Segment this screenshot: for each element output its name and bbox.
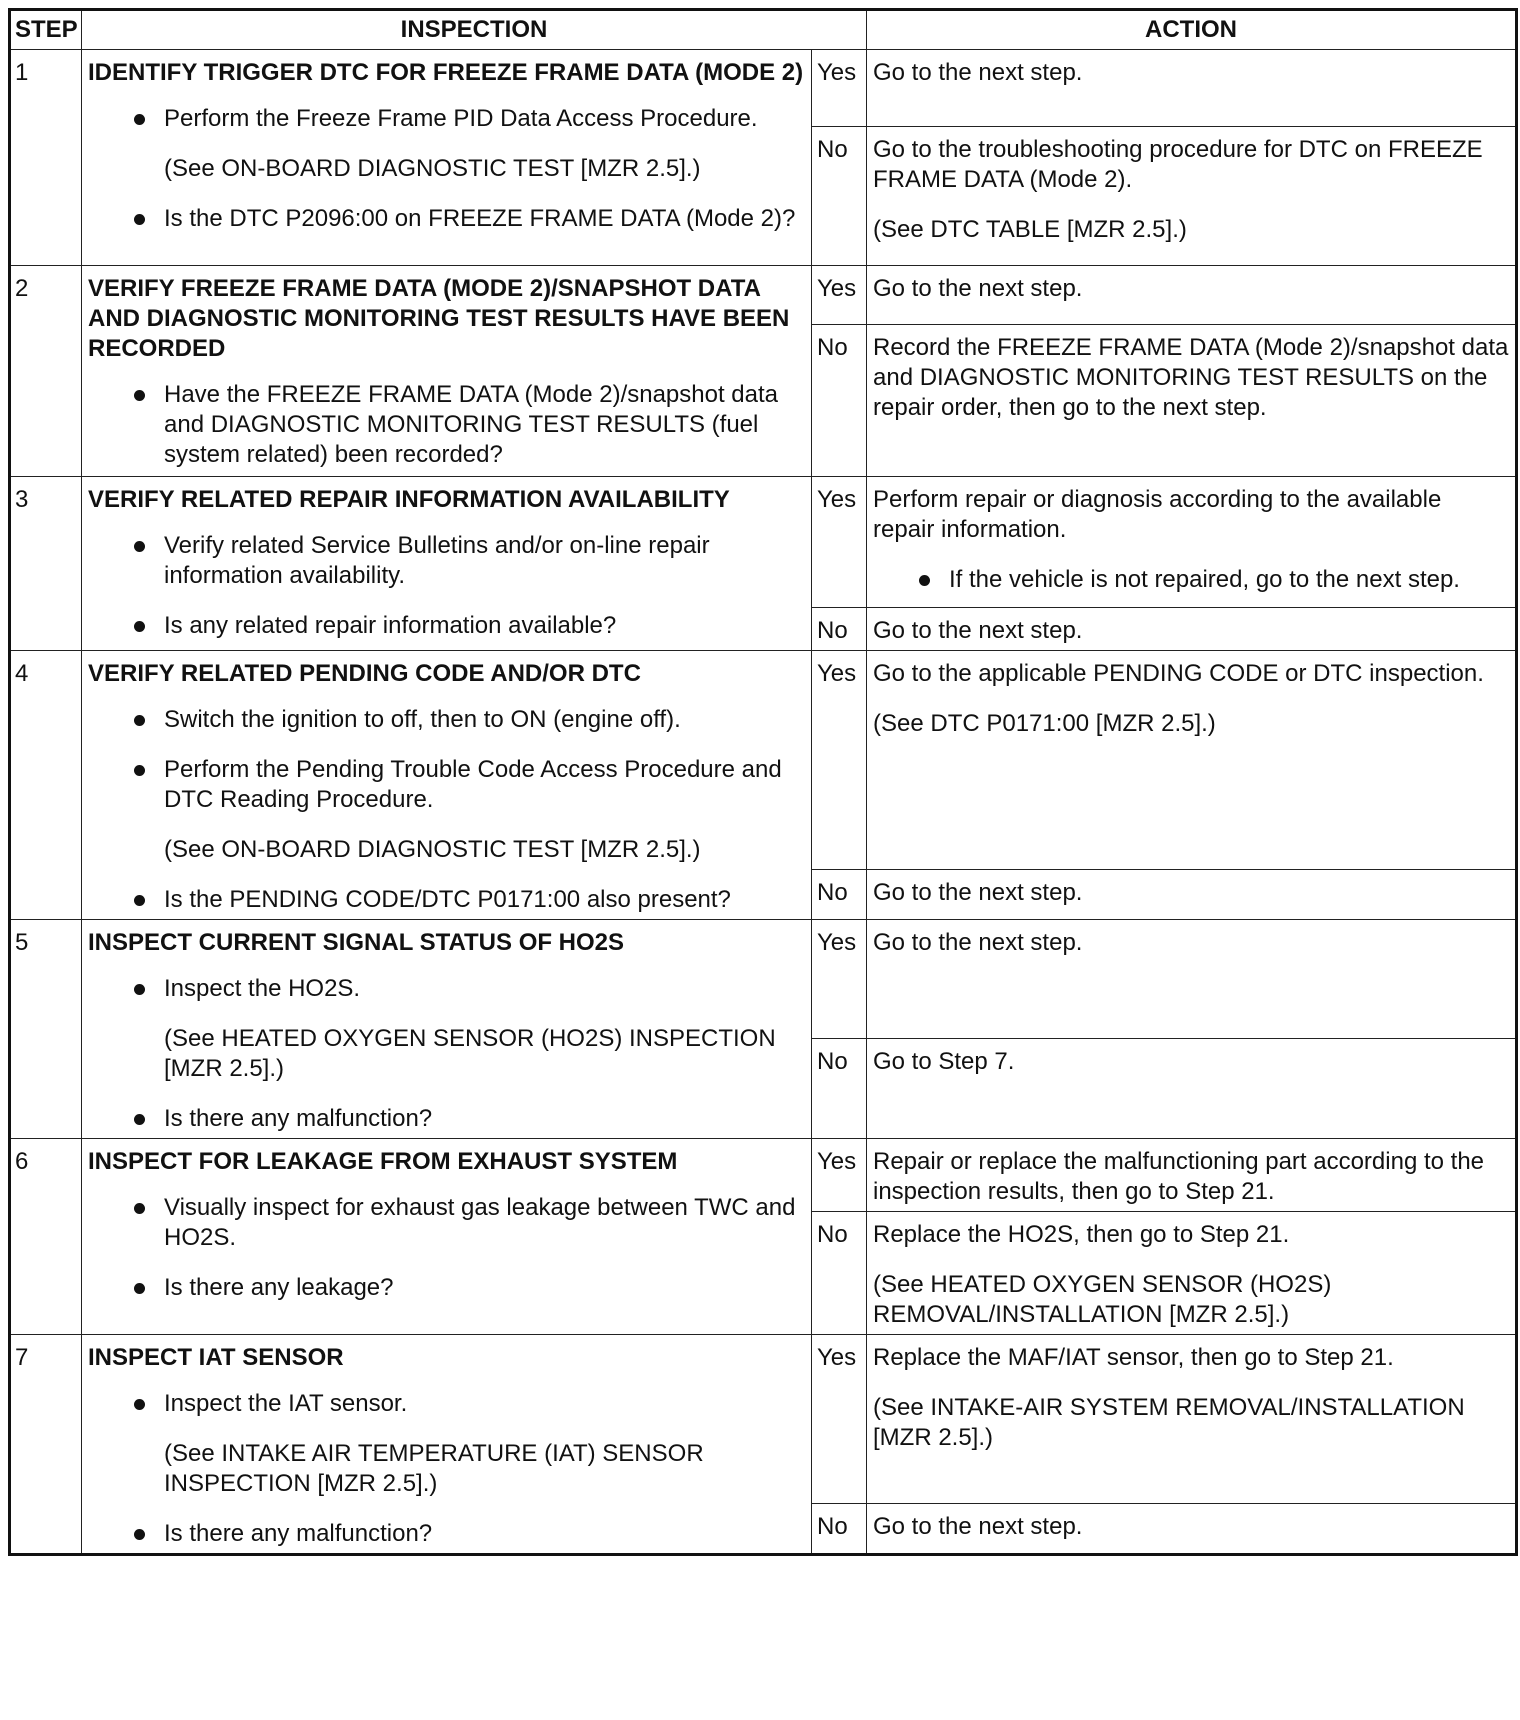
step-5-inspection xyxy=(82,920,812,1139)
no-action xyxy=(867,1039,1517,1139)
yes-action xyxy=(867,50,1517,127)
inspection-item: Is there any malfunction? xyxy=(88,1519,805,1549)
no-action xyxy=(867,325,1517,477)
header-row xyxy=(10,10,1517,50)
action-text: Go to Step 7. xyxy=(873,1048,1015,1075)
action-text: Go to the next step. xyxy=(873,879,1083,906)
step-3-yes-row xyxy=(10,477,1517,608)
step-number: 4 xyxy=(10,651,82,920)
inspection-item: Switch the ignition to off, then to ON (engine off). xyxy=(88,705,805,735)
step-1-yes-row xyxy=(10,50,1517,127)
yes-label: Yes xyxy=(812,477,867,608)
inspection-item: Is any related repair information available? xyxy=(88,611,805,641)
step-3-inspection xyxy=(82,477,812,651)
step-7-yes-row xyxy=(10,1335,1517,1504)
action-text: Repair or replace the malfunctioning part according to the inspection results, then go to Step 21. xyxy=(873,1148,1485,1205)
action-reference: (See DTC P0171:00 [MZR 2.5].) xyxy=(873,710,1216,737)
no-action xyxy=(867,608,1517,651)
inspection-item: Inspect the HO2S. xyxy=(88,974,805,1004)
no-action xyxy=(867,127,1517,266)
step-title: INSPECT CURRENT SIGNAL STATUS OF HO2S xyxy=(88,929,625,956)
inspection-item: Is there any leakage? xyxy=(88,1273,805,1303)
step-number: 1 xyxy=(10,50,82,266)
action-text: Replace the HO2S, then go to Step 21. xyxy=(873,1221,1290,1248)
action-reference: (See INTAKE-AIR SYSTEM REMOVAL/INSTALLATION [MZR 2.5].) xyxy=(873,1394,1465,1451)
step-1-inspection xyxy=(82,50,812,266)
yes-action xyxy=(867,920,1517,1039)
step-title: VERIFY FREEZE FRAME DATA (MODE 2)/SNAPSHOT DATA AND DIAGNOSTIC MONITORING TEST RESULTS HAVE BEEN RECORDED xyxy=(88,275,790,362)
action-text: Go to the applicable PENDING CODE or DTC inspection. xyxy=(873,660,1484,687)
action-text: Go to the troubleshooting procedure for DTC on FREEZE FRAME DATA (Mode 2). xyxy=(873,136,1483,193)
yes-label: Yes xyxy=(812,266,867,325)
step-6-inspection xyxy=(82,1139,812,1335)
inspection-reference: (See INTAKE AIR TEMPERATURE (IAT) SENSOR INSPECTION [MZR 2.5].) xyxy=(164,1440,704,1497)
step-header: STEP xyxy=(10,10,82,50)
action-text: Go to the next step. xyxy=(873,275,1083,302)
step-number: 5 xyxy=(10,920,82,1139)
action-text: Go to the next step. xyxy=(873,1513,1083,1540)
step-7-inspection xyxy=(82,1335,812,1555)
no-action xyxy=(867,870,1517,920)
no-label: No xyxy=(812,1504,867,1555)
step-title: VERIFY RELATED PENDING CODE AND/OR DTC xyxy=(88,660,641,687)
inspection-item: Perform the Freeze Frame PID Data Access Procedure. xyxy=(88,104,805,134)
action-text: Go to the next step. xyxy=(873,59,1083,86)
inspection-item: Is the DTC P2096:00 on FREEZE FRAME DATA (Mode 2)? xyxy=(88,204,805,234)
step-2-inspection xyxy=(82,266,812,477)
action-reference: (See DTC TABLE [MZR 2.5].) xyxy=(873,216,1187,243)
step-6-yes-row xyxy=(10,1139,1517,1212)
inspection-header: INSPECTION xyxy=(82,10,867,50)
action-text: Record the FREEZE FRAME DATA (Mode 2)/snapshot data and DIAGNOSTIC MONITORING TEST RESULTS on the repair order, then go to the next step. xyxy=(873,334,1509,421)
yes-label: Yes xyxy=(812,1335,867,1504)
inspection-item: Inspect the IAT sensor. xyxy=(88,1389,805,1419)
yes-action xyxy=(867,477,1517,608)
yes-label: Yes xyxy=(812,1139,867,1212)
action-text: Replace the MAF/IAT sensor, then go to Step 21. xyxy=(873,1344,1394,1371)
inspection-reference: (See ON-BOARD DIAGNOSTIC TEST [MZR 2.5].) xyxy=(164,836,701,863)
inspection-item: Visually inspect for exhaust gas leakage between TWC and HO2S. xyxy=(88,1193,805,1253)
action-bullet: If the vehicle is not repaired, go to the next step. xyxy=(873,565,1509,595)
step-title: INSPECT FOR LEAKAGE FROM EXHAUST SYSTEM xyxy=(88,1148,678,1175)
no-label: No xyxy=(812,1039,867,1139)
no-label: No xyxy=(812,608,867,651)
no-label: No xyxy=(812,1212,867,1335)
yes-action xyxy=(867,266,1517,325)
inspection-item: Have the FREEZE FRAME DATA (Mode 2)/snapshot data and DIAGNOSTIC MONITORING TEST RESULTS (fuel system related) been recorded? xyxy=(88,380,805,470)
action-text: Go to the next step. xyxy=(873,929,1083,956)
no-label: No xyxy=(812,127,867,266)
no-action xyxy=(867,1504,1517,1555)
action-reference: (See HEATED OXYGEN SENSOR (HO2S) REMOVAL/INSTALLATION [MZR 2.5].) xyxy=(873,1271,1332,1328)
step-2-yes-row xyxy=(10,266,1517,325)
yes-label: Yes xyxy=(812,50,867,127)
no-label: No xyxy=(812,870,867,920)
step-title: VERIFY RELATED REPAIR INFORMATION AVAILABILITY xyxy=(88,486,730,513)
yes-action xyxy=(867,1139,1517,1212)
step-number: 7 xyxy=(10,1335,82,1555)
diagnostic-procedure-table xyxy=(8,8,1518,1556)
step-4-yes-row xyxy=(10,651,1517,870)
inspection-item: Perform the Pending Trouble Code Access Procedure and DTC Reading Procedure. xyxy=(88,755,805,815)
inspection-item: Is there any malfunction? xyxy=(88,1104,805,1134)
inspection-item: Is the PENDING CODE/DTC P0171:00 also present? xyxy=(88,885,805,915)
yes-action xyxy=(867,1335,1517,1504)
no-action xyxy=(867,1212,1517,1335)
step-number: 3 xyxy=(10,477,82,651)
inspection-reference: (See HEATED OXYGEN SENSOR (HO2S) INSPECTION [MZR 2.5].) xyxy=(164,1025,776,1082)
step-number: 2 xyxy=(10,266,82,477)
action-text: Go to the next step. xyxy=(873,617,1083,644)
yes-label: Yes xyxy=(812,651,867,870)
step-5-yes-row xyxy=(10,920,1517,1039)
yes-action xyxy=(867,651,1517,870)
step-title: IDENTIFY TRIGGER DTC FOR FREEZE FRAME DATA (MODE 2) xyxy=(88,59,804,86)
no-label: No xyxy=(812,325,867,477)
action-text: Perform repair or diagnosis according to the available repair information. xyxy=(873,486,1442,543)
yes-label: Yes xyxy=(812,920,867,1039)
step-4-inspection xyxy=(82,651,812,920)
step-title: INSPECT IAT SENSOR xyxy=(88,1344,344,1371)
inspection-item: Verify related Service Bulletins and/or on-line repair information availability. xyxy=(88,531,805,591)
inspection-reference: (See ON-BOARD DIAGNOSTIC TEST [MZR 2.5].) xyxy=(164,155,701,182)
step-number: 6 xyxy=(10,1139,82,1335)
action-header: ACTION xyxy=(867,10,1517,50)
